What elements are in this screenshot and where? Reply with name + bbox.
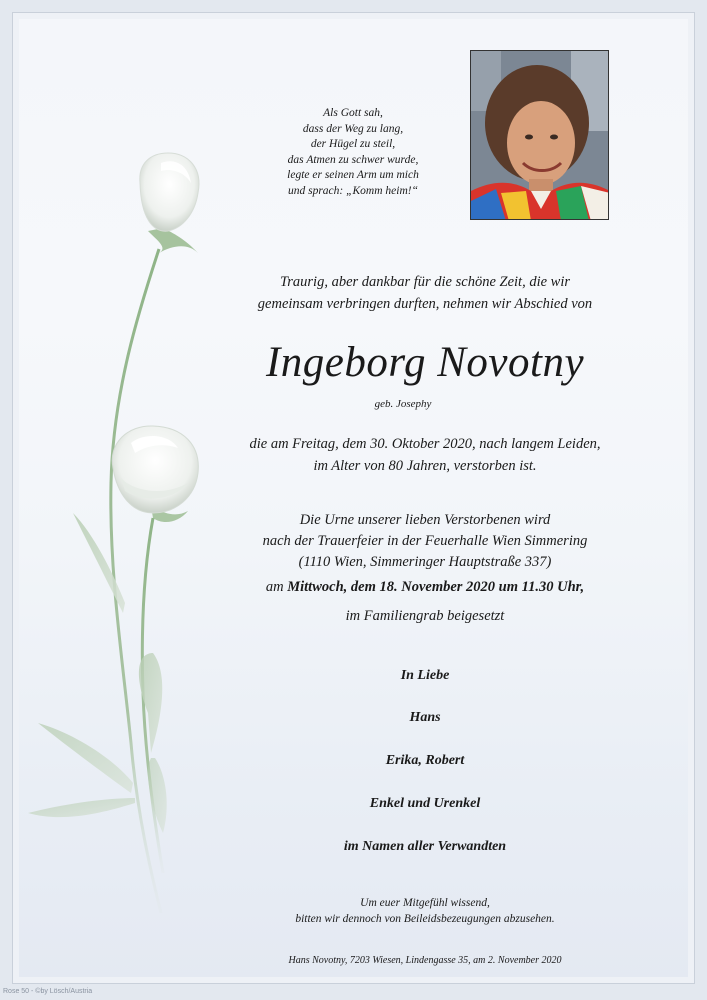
birth-name: geb. Josephy bbox=[374, 398, 432, 410]
closing-line: bitten wir dennoch von Beileidsbezeugungen abzusehen. bbox=[295, 913, 555, 925]
mourner-line: im Namen aller Verwandten bbox=[343, 839, 507, 854]
obituary-card bbox=[12, 12, 695, 984]
poem-line: Als Gott sah, bbox=[323, 107, 383, 119]
burial-place: im Familiengrab beigesetzt bbox=[345, 608, 505, 624]
footer-address: Hans Novotny, 7203 Wiesen, Lindengasse 35, am 2. November 2020 bbox=[288, 955, 562, 966]
poem-line: der Hügel zu steil, bbox=[310, 138, 396, 150]
poem-line: legte er seinen Arm um mich bbox=[287, 169, 419, 181]
death-line: im Alter von 80 Jahren, verstorben ist. bbox=[313, 458, 537, 474]
mourner-line: Enkel und Urenkel bbox=[369, 796, 481, 811]
portrait-photo bbox=[470, 50, 609, 220]
intro-text bbox=[225, 271, 625, 315]
burial-date-prefix: am bbox=[265, 579, 284, 595]
intro-line: gemeinsam verbringen durften, nehmen wir Abschied von bbox=[257, 296, 593, 312]
urn-line: (1110 Wien, Simmeringer Hauptstraße 337) bbox=[298, 554, 552, 570]
poem bbox=[253, 106, 453, 199]
death-notice bbox=[225, 433, 625, 477]
white-rose-illustration bbox=[13, 13, 253, 985]
death-line: die am Freitag, dem 30. Oktober 2020, nach langem Leiden, bbox=[249, 436, 601, 452]
mourner-line: Erika, Robert bbox=[385, 753, 465, 768]
closing-line: Um euer Mitgefühl wissend, bbox=[360, 897, 490, 909]
mourner-line: In Liebe bbox=[400, 668, 450, 683]
portrait-image bbox=[471, 51, 609, 220]
urn-line: nach der Trauerfeier in der Feuerhalle Wien Simmering bbox=[262, 533, 588, 549]
burial-date bbox=[225, 579, 625, 596]
poem-line: dass der Weg zu lang, bbox=[302, 122, 404, 135]
intro-line: Traurig, aber dankbar für die schöne Zeit, die wir bbox=[280, 274, 570, 290]
image-credit: Rose 50 - ©by Lösch/Austria bbox=[3, 988, 93, 995]
mourner-line: Hans bbox=[409, 710, 441, 725]
poem-line: und sprach: „Komm heim!“ bbox=[287, 184, 418, 197]
closing-text bbox=[225, 895, 625, 927]
urn-line: Die Urne unserer lieben Verstorbenen wird bbox=[299, 512, 551, 528]
deceased-name: Ingeborg Novotny bbox=[265, 339, 585, 386]
burial-date-main: Mittwoch, dem 18. November 2020 um 11.30 Uhr, bbox=[287, 579, 585, 595]
urn-notice bbox=[225, 510, 625, 573]
poem-line: das Atmen zu schwer wurde, bbox=[287, 153, 419, 166]
